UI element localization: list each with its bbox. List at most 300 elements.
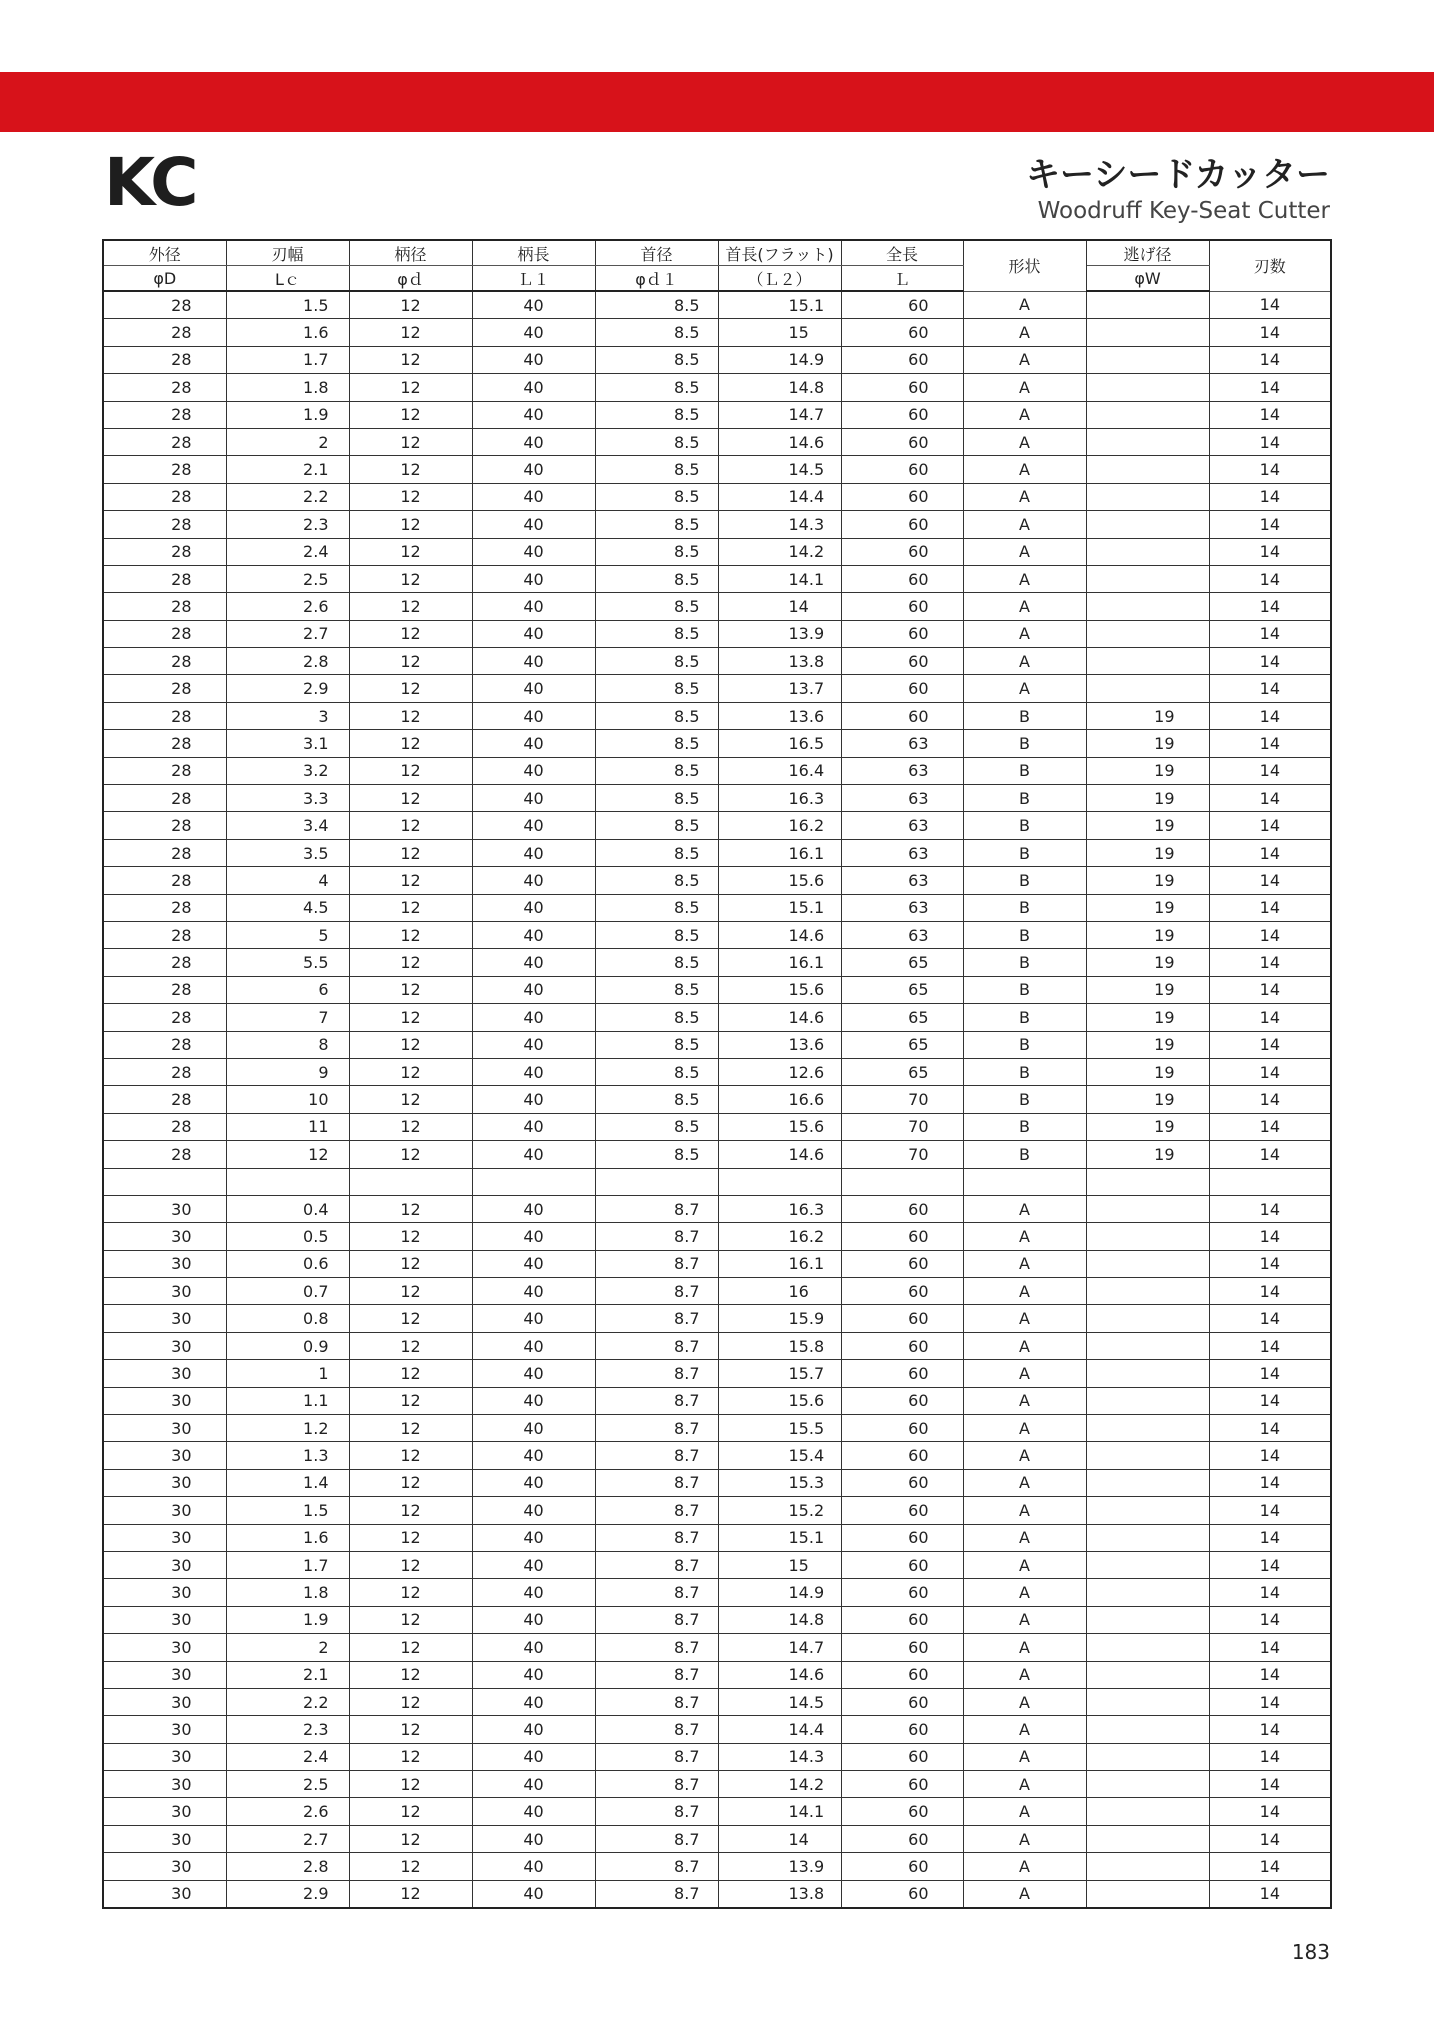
cell-outer-diameter: 28 <box>103 675 226 702</box>
cell-shank-length: 40 <box>472 1195 595 1222</box>
cell-overall-length: 60 <box>841 1332 963 1359</box>
cell-shank-diameter: 12 <box>349 1524 472 1551</box>
cell-outer-diameter: 30 <box>103 1661 226 1688</box>
col-header-shank-length: 柄長 <box>472 240 595 266</box>
cell-neck-diameter: 8.5 <box>595 1113 718 1140</box>
table-row <box>103 620 1331 647</box>
table-row <box>103 1004 1331 1031</box>
cell-neck-diameter: 8.7 <box>595 1223 718 1250</box>
cell-shape: A <box>963 1195 1086 1222</box>
cell-blade-width: 2 <box>226 428 349 455</box>
cell-shank-diameter: 12 <box>349 867 472 894</box>
page-title-japanese: キーシードカッター <box>1026 155 1330 195</box>
cell-shank-diameter: 12 <box>349 401 472 428</box>
cell-outer-diameter: 28 <box>103 921 226 948</box>
col-header-overall-length: 全長 <box>841 240 963 266</box>
table-row <box>103 1606 1331 1633</box>
cell-neck-length: 14.2 <box>718 538 841 565</box>
cell-neck-diameter: 8.5 <box>595 1086 718 1113</box>
cell-flutes: 14 <box>1209 1195 1331 1222</box>
cell-overall-length: 60 <box>841 1743 963 1770</box>
cell-neck-length: 15 <box>718 319 841 346</box>
cell-outer-diameter: 28 <box>103 949 226 976</box>
col-header-relief-diameter: 逃げ径 <box>1086 240 1209 266</box>
table-row <box>103 1579 1331 1606</box>
cell-shank-length: 40 <box>472 702 595 729</box>
cell-neck-length: 14.3 <box>718 1743 841 1770</box>
cell-blade-width: 11 <box>226 1113 349 1140</box>
cell-outer-diameter: 30 <box>103 1634 226 1661</box>
cell-outer-diameter: 30 <box>103 1469 226 1496</box>
cell-outer-diameter: 30 <box>103 1387 226 1414</box>
col-header-neck-length: 首長(フラット) <box>718 240 841 266</box>
cell-neck-length: 16.1 <box>718 949 841 976</box>
cell-shape: A <box>963 319 1086 346</box>
cell-overall-length: 60 <box>841 511 963 538</box>
cell-neck-length: 14.2 <box>718 1771 841 1798</box>
cell-relief-diameter: 19 <box>1086 1086 1209 1113</box>
cell-relief-diameter <box>1086 1853 1209 1880</box>
cell-overall-length: 70 <box>841 1141 963 1168</box>
cell-flutes: 14 <box>1209 620 1331 647</box>
cell-shape: B <box>963 976 1086 1003</box>
cell-overall-length: 60 <box>841 1771 963 1798</box>
cell-shank-length: 40 <box>472 1305 595 1332</box>
cell-neck-length: 15 <box>718 1551 841 1578</box>
cell-shape: B <box>963 785 1086 812</box>
cell-relief-diameter <box>1086 456 1209 483</box>
cell-flutes: 14 <box>1209 1497 1331 1524</box>
cell-blade-width: 1.7 <box>226 1551 349 1578</box>
cell-relief-diameter <box>1086 1360 1209 1387</box>
cell-outer-diameter: 30 <box>103 1524 226 1551</box>
cell-neck-length: 15.1 <box>718 1524 841 1551</box>
table-row <box>103 1880 1331 1908</box>
cell-shank-length: 40 <box>472 1798 595 1825</box>
table-row <box>103 1442 1331 1469</box>
cell-neck-diameter: 8.7 <box>595 1469 718 1496</box>
cell-shank-diameter: 12 <box>349 1031 472 1058</box>
cell-blade-width: 2.1 <box>226 456 349 483</box>
cell-outer-diameter: 30 <box>103 1716 226 1743</box>
cell-flutes: 14 <box>1209 374 1331 401</box>
cell-shape: A <box>963 1250 1086 1277</box>
table-row <box>103 1141 1331 1168</box>
cell-neck-diameter: 8.7 <box>595 1661 718 1688</box>
cell-relief-diameter <box>1086 1415 1209 1442</box>
cell-neck-length: 15.6 <box>718 1113 841 1140</box>
cell-blade-width: 2.6 <box>226 593 349 620</box>
cell-overall-length: 65 <box>841 1004 963 1031</box>
cell-overall-length: 60 <box>841 1688 963 1715</box>
cell-shank-diameter: 12 <box>349 1743 472 1770</box>
table-row <box>103 346 1331 373</box>
cell-neck-diameter: 8.7 <box>595 1305 718 1332</box>
cell-shank-length: 40 <box>472 291 595 319</box>
cell-neck-length: 15.1 <box>718 894 841 921</box>
cell-shank-diameter: 12 <box>349 1771 472 1798</box>
cell-shank-diameter: 12 <box>349 1551 472 1578</box>
cell-shape: A <box>963 1469 1086 1496</box>
cell-shank-diameter: 12 <box>349 921 472 948</box>
cell-neck-diameter: 8.5 <box>595 428 718 455</box>
cell-blade-width: 3.5 <box>226 839 349 866</box>
cell-shape: A <box>963 1278 1086 1305</box>
cell-outer-diameter: 28 <box>103 1031 226 1058</box>
cell-neck-diameter: 8.7 <box>595 1771 718 1798</box>
cell-overall-length: 60 <box>841 1278 963 1305</box>
cell-blade-width: 0.4 <box>226 1195 349 1222</box>
cell-overall-length: 60 <box>841 538 963 565</box>
cell-blade-width: 1.6 <box>226 319 349 346</box>
cell-neck-length: 15.3 <box>718 1469 841 1496</box>
cell-relief-diameter: 19 <box>1086 894 1209 921</box>
cell-outer-diameter: 28 <box>103 346 226 373</box>
cell-shank-diameter: 12 <box>349 291 472 319</box>
cell-shank-length: 40 <box>472 1360 595 1387</box>
cell-blade-width: 0.5 <box>226 1223 349 1250</box>
red-header-band <box>0 72 1434 132</box>
header-row-top <box>103 240 1331 266</box>
cell-relief-diameter <box>1086 346 1209 373</box>
cell-overall-length: 60 <box>841 1661 963 1688</box>
cell-flutes: 14 <box>1209 1716 1331 1743</box>
cell-shape: A <box>963 1579 1086 1606</box>
cell-shank-diameter: 12 <box>349 428 472 455</box>
cell-neck-diameter: 8.5 <box>595 949 718 976</box>
cell-neck-length: 16.3 <box>718 785 841 812</box>
table-row <box>103 785 1331 812</box>
cell-overall-length: 60 <box>841 702 963 729</box>
cell-neck-diameter: 8.7 <box>595 1524 718 1551</box>
cell-outer-diameter: 28 <box>103 976 226 1003</box>
cell-blade-width: 1.1 <box>226 1387 349 1414</box>
cell-neck-length: 15.5 <box>718 1415 841 1442</box>
cell-outer-diameter: 28 <box>103 1141 226 1168</box>
cell-shank-diameter: 12 <box>349 1497 472 1524</box>
cell-shape: A <box>963 511 1086 538</box>
cell-neck-diameter: 8.7 <box>595 1798 718 1825</box>
cell-overall-length: 60 <box>841 1716 963 1743</box>
cell-shape: A <box>963 538 1086 565</box>
cell-relief-diameter: 19 <box>1086 921 1209 948</box>
cell-relief-diameter <box>1086 1195 1209 1222</box>
cell-overall-length: 60 <box>841 565 963 592</box>
cell-neck-diameter: 8.5 <box>595 921 718 948</box>
cell-overall-length: 60 <box>841 1442 963 1469</box>
cell-neck-diameter: 8.7 <box>595 1551 718 1578</box>
cell-flutes: 14 <box>1209 1250 1331 1277</box>
cell-shank-diameter: 12 <box>349 1634 472 1661</box>
cell-flutes: 14 <box>1209 1743 1331 1770</box>
cell-outer-diameter: 28 <box>103 456 226 483</box>
table-row <box>103 1798 1331 1825</box>
cell-blade-width: 7 <box>226 1004 349 1031</box>
cell-overall-length: 60 <box>841 1825 963 1852</box>
cell-neck-length: 13.7 <box>718 675 841 702</box>
cell-flutes: 14 <box>1209 1661 1331 1688</box>
cell-outer-diameter: 30 <box>103 1305 226 1332</box>
cell-neck-diameter: 8.7 <box>595 1332 718 1359</box>
cell-neck-length: 14.8 <box>718 374 841 401</box>
cell-relief-diameter <box>1086 1223 1209 1250</box>
cell-shank-diameter: 12 <box>349 346 472 373</box>
cell-overall-length: 60 <box>841 1551 963 1578</box>
cell-outer-diameter: 30 <box>103 1551 226 1578</box>
cell-flutes: 14 <box>1209 483 1331 510</box>
cell-neck-diameter: 8.5 <box>595 867 718 894</box>
cell-flutes: 14 <box>1209 1305 1331 1332</box>
table-row <box>103 1223 1331 1250</box>
cell-blade-width: 0.8 <box>226 1305 349 1332</box>
cell-flutes: 14 <box>1209 1524 1331 1551</box>
cell-blade-width: 5 <box>226 921 349 948</box>
cell-shank-diameter: 12 <box>349 1223 472 1250</box>
cell-shank-diameter: 12 <box>349 1688 472 1715</box>
cell-relief-diameter <box>1086 483 1209 510</box>
cell-blade-width: 1.6 <box>226 1524 349 1551</box>
table-row <box>103 511 1331 538</box>
cell-blade-width: 9 <box>226 1058 349 1085</box>
cell-overall-length: 60 <box>841 1606 963 1633</box>
table-row <box>103 1661 1331 1688</box>
cell-blade-width: 1.8 <box>226 374 349 401</box>
cell-neck-diameter: 8.5 <box>595 346 718 373</box>
cell-shape: A <box>963 1223 1086 1250</box>
cell-shank-length: 40 <box>472 483 595 510</box>
cell-relief-diameter: 19 <box>1086 949 1209 976</box>
cell-neck-length: 14.4 <box>718 483 841 510</box>
cell-flutes: 14 <box>1209 1086 1331 1113</box>
cell-outer-diameter: 28 <box>103 538 226 565</box>
cell-shank-diameter: 12 <box>349 757 472 784</box>
cell-flutes: 14 <box>1209 976 1331 1003</box>
col-header-flutes: 刃数 <box>1209 240 1331 291</box>
cell-neck-length: 15.8 <box>718 1332 841 1359</box>
cell-shape: A <box>963 593 1086 620</box>
table-row <box>103 565 1331 592</box>
cell-overall-length: 60 <box>841 1387 963 1414</box>
cell-neck-length: 14.3 <box>718 511 841 538</box>
cell-flutes: 14 <box>1209 1360 1331 1387</box>
col-subheader-d: φD <box>103 266 226 292</box>
cell-relief-diameter <box>1086 565 1209 592</box>
cell-relief-diameter: 19 <box>1086 1004 1209 1031</box>
cell-neck-length: 15.6 <box>718 867 841 894</box>
cell-shank-length: 40 <box>472 648 595 675</box>
cell-neck-length: 13.8 <box>718 1880 841 1908</box>
cell-shank-length: 40 <box>472 976 595 1003</box>
cell-blade-width: 1.9 <box>226 1606 349 1633</box>
table-row <box>103 921 1331 948</box>
cell-blade-width: 2.5 <box>226 1771 349 1798</box>
cell-flutes: 14 <box>1209 1004 1331 1031</box>
cell-shank-diameter: 12 <box>349 1360 472 1387</box>
table-row <box>103 456 1331 483</box>
cell-flutes: 14 <box>1209 1442 1331 1469</box>
cell-neck-diameter: 8.7 <box>595 1387 718 1414</box>
cell-outer-diameter: 30 <box>103 1360 226 1387</box>
cell-blade-width: 1.8 <box>226 1579 349 1606</box>
cell-shank-length: 40 <box>472 1058 595 1085</box>
cell-shank-length: 40 <box>472 1415 595 1442</box>
cell-shape: A <box>963 1634 1086 1661</box>
cell-relief-diameter: 19 <box>1086 757 1209 784</box>
cell-blade-width: 2.3 <box>226 511 349 538</box>
cell-shank-diameter: 12 <box>349 1004 472 1031</box>
cell-outer-diameter: 28 <box>103 785 226 812</box>
cell-shank-length: 40 <box>472 894 595 921</box>
cell-neck-length: 13.9 <box>718 1853 841 1880</box>
cell-neck-diameter: 8.7 <box>595 1278 718 1305</box>
cell-neck-length: 16.3 <box>718 1195 841 1222</box>
cell-outer-diameter: 30 <box>103 1880 226 1908</box>
cell-relief-diameter <box>1086 319 1209 346</box>
cell-flutes: 14 <box>1209 1058 1331 1085</box>
cell-relief-diameter: 19 <box>1086 839 1209 866</box>
cell-relief-diameter <box>1086 428 1209 455</box>
table-row <box>103 1825 1331 1852</box>
cell-outer-diameter: 28 <box>103 593 226 620</box>
cell-neck-diameter: 8.5 <box>595 291 718 319</box>
cell-shank-diameter: 12 <box>349 1332 472 1359</box>
cell-shank-diameter: 12 <box>349 648 472 675</box>
cell-shank-diameter: 12 <box>349 1442 472 1469</box>
cell-neck-length: 15.1 <box>718 291 841 319</box>
cell-flutes: 14 <box>1209 757 1331 784</box>
cell-blade-width: 2.9 <box>226 675 349 702</box>
cell-outer-diameter <box>103 1168 226 1195</box>
cell-flutes: 14 <box>1209 319 1331 346</box>
cell-overall-length: 60 <box>841 374 963 401</box>
cell-neck-length: 14.1 <box>718 565 841 592</box>
cell-relief-diameter: 19 <box>1086 976 1209 1003</box>
cell-neck-diameter: 8.5 <box>595 648 718 675</box>
cell-shape: A <box>963 1442 1086 1469</box>
cell-neck-diameter: 8.7 <box>595 1442 718 1469</box>
cell-overall-length: 60 <box>841 1880 963 1908</box>
table-row <box>103 675 1331 702</box>
cell-shank-length: 40 <box>472 565 595 592</box>
cell-shank-length: 40 <box>472 1825 595 1852</box>
cell-shank-length: 40 <box>472 374 595 401</box>
cell-neck-diameter: 8.5 <box>595 401 718 428</box>
cell-shank-diameter: 12 <box>349 1387 472 1414</box>
cell-neck-length: 14.9 <box>718 1579 841 1606</box>
cell-relief-diameter <box>1086 1798 1209 1825</box>
col-subheader-l2: （Ｌ２） <box>718 266 841 292</box>
cell-flutes: 14 <box>1209 511 1331 538</box>
cell-blade-width: 1.3 <box>226 1442 349 1469</box>
table-row <box>103 1250 1331 1277</box>
cell-outer-diameter: 28 <box>103 1086 226 1113</box>
cell-overall-length: 60 <box>841 1469 963 1496</box>
table-row <box>103 1031 1331 1058</box>
cell-shape: A <box>963 374 1086 401</box>
cell-blade-width: 3.3 <box>226 785 349 812</box>
col-header-neck-diameter: 首径 <box>595 240 718 266</box>
cell-shape: B <box>963 949 1086 976</box>
table-row <box>103 538 1331 565</box>
cell-shape: A <box>963 1798 1086 1825</box>
cell-shank-length: 40 <box>472 428 595 455</box>
cell-neck-diameter: 8.5 <box>595 620 718 647</box>
cell-shank-length: 40 <box>472 1031 595 1058</box>
cell-flutes: 14 <box>1209 401 1331 428</box>
cell-relief-diameter <box>1086 1880 1209 1908</box>
cell-overall-length: 60 <box>841 1634 963 1661</box>
cell-overall-length: 65 <box>841 976 963 1003</box>
cell-overall-length: 60 <box>841 648 963 675</box>
cell-blade-width: 0.9 <box>226 1332 349 1359</box>
cell-shank-diameter: 12 <box>349 839 472 866</box>
cell-relief-diameter <box>1086 1716 1209 1743</box>
cell-shank-length: 40 <box>472 839 595 866</box>
cell-neck-diameter: 8.5 <box>595 1058 718 1085</box>
cell-flutes: 14 <box>1209 702 1331 729</box>
cell-overall-length: 60 <box>841 1360 963 1387</box>
cell-outer-diameter: 30 <box>103 1250 226 1277</box>
cell-shank-length: 40 <box>472 1442 595 1469</box>
cell-blade-width: 1 <box>226 1360 349 1387</box>
cell-neck-diameter: 8.5 <box>595 319 718 346</box>
cell-relief-diameter <box>1086 1387 1209 1414</box>
cell-flutes: 14 <box>1209 785 1331 812</box>
cell-flutes: 14 <box>1209 730 1331 757</box>
cell-outer-diameter: 30 <box>103 1743 226 1770</box>
cell-relief-diameter <box>1086 593 1209 620</box>
cell-outer-diameter: 30 <box>103 1442 226 1469</box>
cell-relief-diameter <box>1086 1743 1209 1770</box>
cell-relief-diameter <box>1086 1250 1209 1277</box>
cell-relief-diameter <box>1086 401 1209 428</box>
cell-overall-length: 60 <box>841 1195 963 1222</box>
cell-relief-diameter <box>1086 1469 1209 1496</box>
cell-shank-diameter: 12 <box>349 949 472 976</box>
cell-shape: A <box>963 483 1086 510</box>
cell-blade-width <box>226 1168 349 1195</box>
cell-outer-diameter: 28 <box>103 730 226 757</box>
cell-neck-diameter: 8.7 <box>595 1606 718 1633</box>
cell-relief-diameter: 19 <box>1086 1113 1209 1140</box>
cell-neck-length: 14 <box>718 593 841 620</box>
col-subheader-l: Ｌ <box>841 266 963 292</box>
cell-shank-length: 40 <box>472 949 595 976</box>
table-row <box>103 648 1331 675</box>
cell-shape: B <box>963 1058 1086 1085</box>
table-row <box>103 730 1331 757</box>
cell-shank-diameter: 12 <box>349 319 472 346</box>
table-row <box>103 1278 1331 1305</box>
cell-shank-length: 40 <box>472 1141 595 1168</box>
cell-neck-length: 15.6 <box>718 1387 841 1414</box>
cell-overall-length: 60 <box>841 1798 963 1825</box>
cell-shank-length: 40 <box>472 1880 595 1908</box>
cell-overall-length <box>841 1168 963 1195</box>
table-row <box>103 1195 1331 1222</box>
cell-overall-length: 70 <box>841 1086 963 1113</box>
cell-flutes: 14 <box>1209 456 1331 483</box>
cell-overall-length: 60 <box>841 620 963 647</box>
cell-outer-diameter: 30 <box>103 1579 226 1606</box>
cell-outer-diameter: 30 <box>103 1497 226 1524</box>
cell-neck-diameter: 8.7 <box>595 1634 718 1661</box>
cell-flutes: 14 <box>1209 346 1331 373</box>
cell-neck-length: 14.6 <box>718 428 841 455</box>
cell-neck-length: 16.6 <box>718 1086 841 1113</box>
cell-neck-diameter <box>595 1168 718 1195</box>
cell-blade-width: 10 <box>226 1086 349 1113</box>
